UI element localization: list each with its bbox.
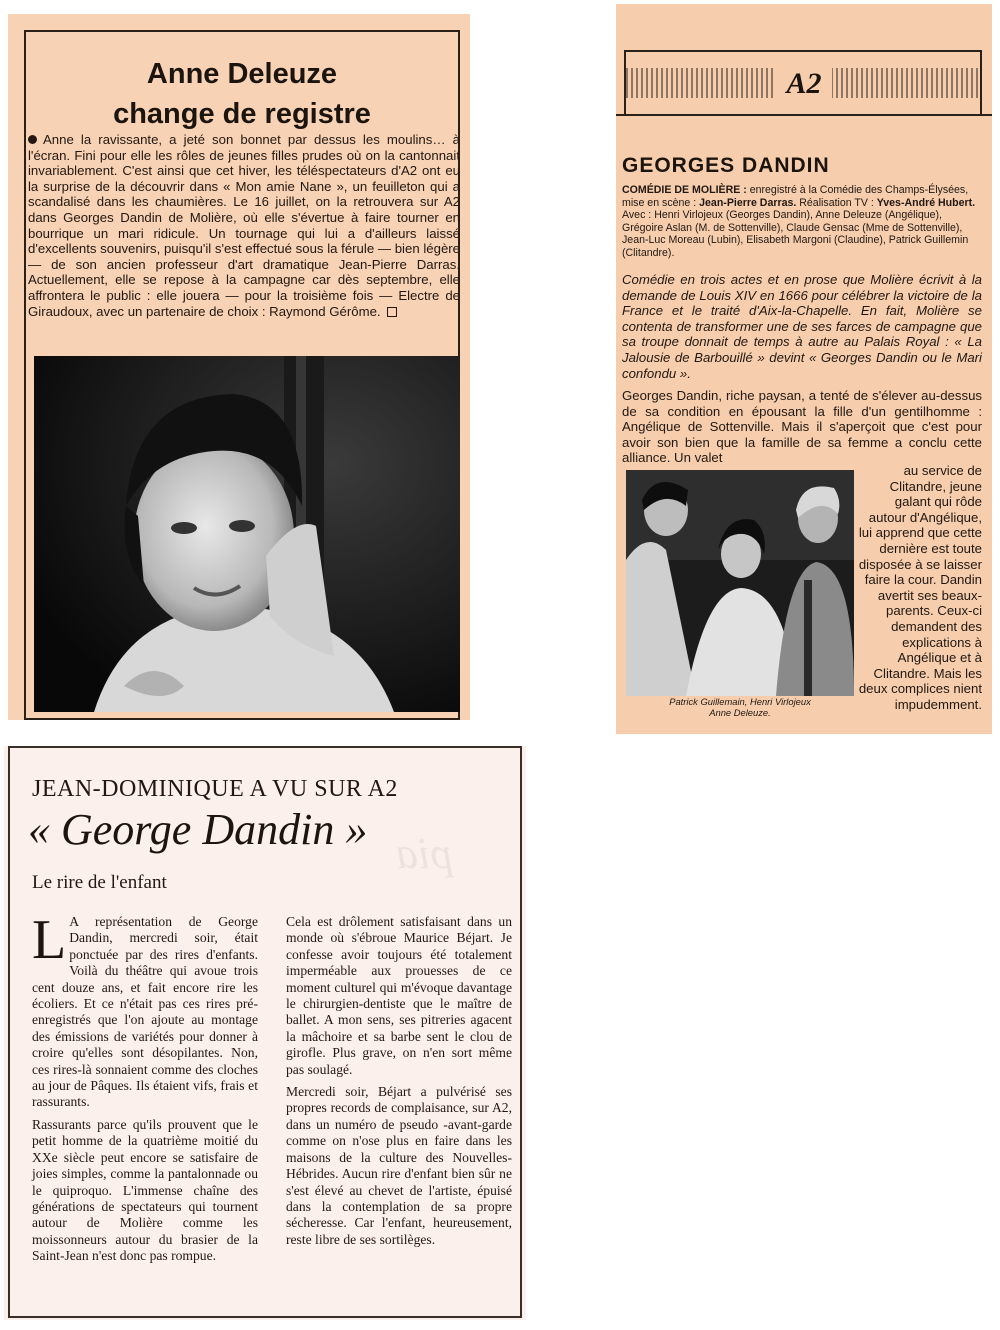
play-description: Comédie en trois actes et en prose que Molière écrivit à la demande de Louis XIV en 1666 pour célébrer la victoire de la France et le traité d'Aix-la-Chapelle. En fait, Molière se contenta de transformer une de ses farces de campagne que sa troupe donnait de temps à autre au Palais Royal : « La Jalousie de Barbouillé » devint « Georges Dandin ou le Mari confondu ». [622,272,982,381]
divider [616,114,992,116]
clipping-georges-dandin-listing [616,4,992,734]
clipping-review-jean-dominique [4,746,526,1320]
cast-list: Henri Virlojeux (Georges Dandin), Anne Deleuze (Angélique), Grégoire Aslan (M. de Sottenville), Claude Gensac (Mme de Sottenville), Jean-Luc Moreau (Lubin), Elisabeth Margoni (Claudine), Patrick Guillemin (Clitandre). [622,209,969,259]
review-subtitle: Le rire de l'enfant [32,872,167,893]
review-title: « George Dandin » [28,805,368,854]
cast-intro: Avec : [622,209,655,222]
listing-title: GEORGES DANDIN [622,154,830,177]
bleed-through-text: pia [396,829,453,878]
review-paragraph: Cela est drôlement satisfaisant dans un monde où s'ébroue Maurice Béjart. Je confesse avoir toujours été totalement imperméable aux prouesses de ce moment culturel qui m'évoque davantage le chirurgien-dentiste que le maître de ballet. A mon sens, ses pitreries agacent la mâchoire et sa barbe sent le clou de girofle. Plus grave, on n'en sort même pas soulagé. [286,914,512,1077]
drop-cap: L [32,909,67,971]
article-headline [26,54,458,134]
channel-banner [624,50,982,116]
article-text: Anne la ravissante, a jeté son bonnet par dessus les moulins… à l'écran. Fini pour elle les rôles de jeunes filles prudes où on la cantonnait invariablement. C'est ainsi que cet hiver, les téléspectateurs d'A2 ont eu la surprise de la découvrir dans « Mon amie Nane », un feuilleton qui a scandalisé dans les chaumières. Le 16 juillet, on la retrouvera sur A2 dans Georges Dandin de Molière, où elle s'évertue à faire tourner en bourrique un mari ridicule. Un tournage qui lui a d'ailleurs laissé d'excellents souvenirs, puisqu'il s'est effectué sous la férule — bien légère — de son ancien professeur d'art dramatique Jean-Pierre Darras. Actuellement, elle se repose à la campagne car dès septembre, elle affrontera le public : elle jouera — pour la troisième fois — Electre de Giraudoux, avec un partenaire de choix : Raymond Gérôme. [28,132,460,319]
synopsis-continued: au service de Clitandre, jeune galant qui rôde autour d'Angélique, lui apprend que cette dernière est toute disposée à se laisser faire la cour. Dandin avertit ses beaux-parents. Ceux-ci demandent des explications à Angélique et à Clitandre. Mais les deux complices nient impudemment. [858,463,982,712]
credits [622,184,982,260]
caption-line-2: Anne Deleuze. [709,707,771,718]
scene-photo [626,470,854,696]
review-paragraph: Mercredi soir, Béjart a pulvérisé ses propres records de complaisance, sur A2, dans un numéro de pseudo -avant-garde comme on n'ose plus en faire dans les maisons de la culture des Nouvelles-Hébrides. Aucun rire d'enfant bien sûr ne s'est élevé au chevet de l'artiste, épuisé dans la contemplation de sa propre sécheresse. Car l'enfant, heureusement, reste libre de ses sortilèges. [286,1084,512,1247]
synopsis: Georges Dandin, riche paysan, a tenté de s'élever au-dessus de sa condition en épousant la fille d'un gentilhomme : Angélique de Sottenville. Mais il s'aperçoit que c'est pour avoir son bien que la famille de sa femme a conclu cette alliance. Un valet [622,388,982,466]
portrait-image [34,356,460,712]
credit-text-1: enregistré à la Comédie des Champs-Élysées, mise en scène : [622,184,969,209]
credit-director: Jean-Pierre Darras. [699,196,797,209]
scene-image [626,470,854,696]
review-column-left [32,909,258,1271]
review-paragraph [32,909,258,1111]
headline-line-2: change de registre [113,98,371,130]
review-kicker: JEAN-DOMINIQUE A VU SUR A2 [32,776,398,802]
article-body [28,132,460,319]
review-paragraph: Rassurants parce qu'ils prouvent que le petit homme de la quatrième moitié du XXe siècle peut encore se satisfaire de joies simples, comme la pantalonnade ou le quiproquo. L'immense chaîne des générations de spectateurs qui tournent autour de Molière comme les moissonneurs autour du brasier de la Saint-Jean n'est donc pas rompue. [32,1116,258,1264]
end-mark-icon [387,307,397,317]
caption-line-1: Patrick Guillemain, Henri Virlojeux [669,696,811,707]
credit-text-2: Réalisation TV : [796,196,877,209]
photo-caption [626,696,854,718]
bullet-icon [28,135,37,144]
a2-logo: A2 [776,60,832,108]
credit-tv-director: Yves-André Hubert. [876,196,976,209]
portrait-photo [34,356,460,712]
headline-line-1: Anne Deleuze [146,58,338,90]
review-column-right [286,914,512,1254]
credit-genre: COMÉDIE DE MOLIÈRE : [622,184,747,196]
clipping-anne-deleuze [8,14,470,720]
paragraph-text: A représentation de George Dandin, mercredi soir, était ponctuée par des rires d'enfants. Voilà du théâtre qui avoue trois cent douze ans, et fait encore rire les écoliers. Et ce n'était pas ces rires pré-enregistrés que l'on ajoute au montage des émissions de variétés pour donner à croire qu'elles sont désopilantes. Non, ces rires-là sonnaient comme des cloches au jour de Pâques. Ils étaient vifs, frais et rassurants. [32,914,258,1110]
